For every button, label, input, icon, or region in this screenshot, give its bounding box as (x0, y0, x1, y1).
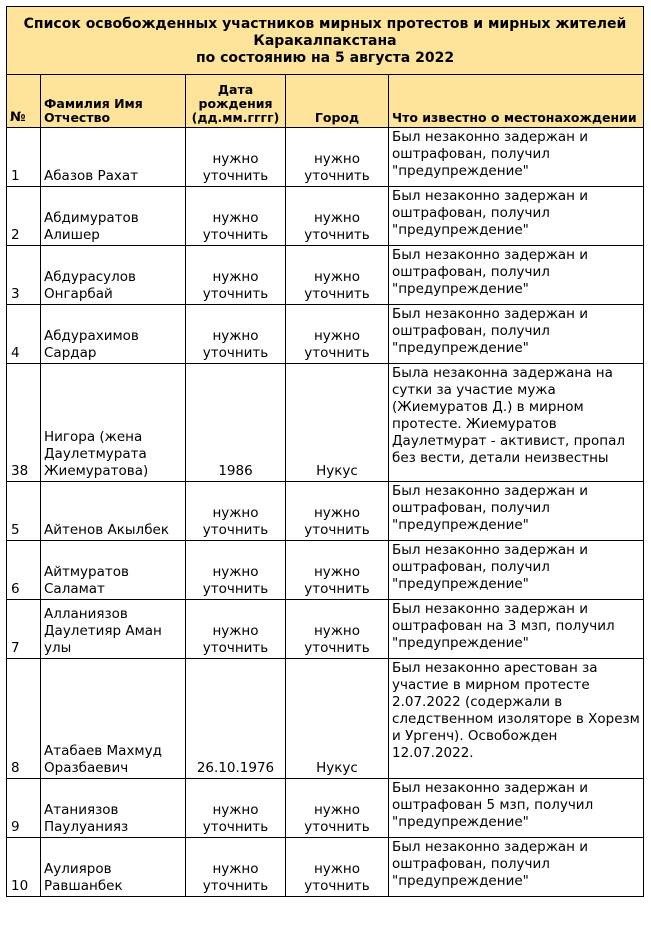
cell-city: нужно уточнить (286, 779, 389, 838)
cell-location-info: Был незаконно задержан и оштрафован, получил "предупреждение" (389, 305, 644, 364)
table-row (7, 187, 644, 246)
cell-number: 2 (7, 187, 41, 246)
table-row (7, 779, 644, 838)
cell-birth-date: нужно уточнить (186, 246, 286, 305)
cell-name: Нигора (жена Даулетмурата Жиемуратова) (41, 364, 186, 482)
cell-location-info: Был незаконно задержан и оштрафован на 3 мзп, получил "предупреждение" (389, 600, 644, 659)
table-row (7, 305, 644, 364)
cell-number: 9 (7, 779, 41, 838)
header-row (7, 75, 644, 128)
cell-name: Алланиязов Даулетияр Аман улы (41, 600, 186, 659)
cell-city: нужно уточнить (286, 838, 389, 897)
title-line-2: Каракалпакстана (253, 32, 397, 49)
cell-location-info: Был незаконно арестован за участие в мирном протесте 2.07.2022 (содержали в следственном изоляторе в Хорезм и Ургенч). Освобожден 12.07.2022. (389, 659, 644, 779)
header-number: № (7, 75, 41, 128)
cell-location-info: Был незаконно задержан и оштрафован, получил "предупреждение" (389, 246, 644, 305)
title-line-1: Список освобожденных участников мирных протестов и мирных жителей (23, 15, 627, 32)
cell-name: Абдурахимов Сардар (41, 305, 186, 364)
cell-birth-date: 26.10.1976 (186, 659, 286, 779)
cell-birth-date: нужно уточнить (186, 128, 286, 187)
cell-number: 5 (7, 482, 41, 541)
cell-name: Атаниязов Паулуанияз (41, 779, 186, 838)
cell-birth-date: 1986 (186, 364, 286, 482)
cell-number: 10 (7, 838, 41, 897)
cell-city: нужно уточнить (286, 305, 389, 364)
cell-name: Абазов Рахат (41, 128, 186, 187)
cell-birth-date: нужно уточнить (186, 187, 286, 246)
header-name: Фамилия Имя Отчество (41, 75, 186, 128)
table-row (7, 659, 644, 779)
cell-city: нужно уточнить (286, 482, 389, 541)
cell-location-info: Был незаконно задержан и оштрафован, получил "предупреждение" (389, 838, 644, 897)
table-title (7, 7, 644, 75)
table-row (7, 246, 644, 305)
cell-location-info: Был незаконно задержан и оштрафован, получил "предупреждение" (389, 128, 644, 187)
table-row (7, 128, 644, 187)
cell-city: нужно уточнить (286, 187, 389, 246)
cell-name: Абдимуратов Алишер (41, 187, 186, 246)
cell-birth-date: нужно уточнить (186, 779, 286, 838)
cell-number: 6 (7, 541, 41, 600)
table-row (7, 482, 644, 541)
cell-location-info: Была незаконна задержана на сутки за участие мужа (Жиемуратов Д.) в мирном протесте. Жиемуратов Даулетмурат - активист, пропал без вести, детали неизвестны (389, 364, 644, 482)
header-location-info: Что известно о местонахождении (389, 75, 644, 128)
cell-name: Абдурасулов Онгарбай (41, 246, 186, 305)
detainees-table (6, 6, 644, 897)
cell-number: 7 (7, 600, 41, 659)
cell-location-info: Был незаконно задержан и оштрафован, получил "предупреждение" (389, 482, 644, 541)
cell-name: Атабаев Махмуд Оразбаевич (41, 659, 186, 779)
cell-birth-date: нужно уточнить (186, 541, 286, 600)
cell-birth-date: нужно уточнить (186, 482, 286, 541)
cell-location-info: Был незаконно задержан и оштрафован, получил "предупреждение" (389, 541, 644, 600)
cell-birth-date: нужно уточнить (186, 838, 286, 897)
cell-name: Аулияров Равшанбек (41, 838, 186, 897)
cell-location-info: Был незаконно задержан и оштрафован 5 мзп, получил "предупреждение" (389, 779, 644, 838)
header-birth-date: Дата рождения (дд.мм.гггг) (186, 75, 286, 128)
cell-number: 8 (7, 659, 41, 779)
spreadsheet (6, 6, 643, 897)
title-row (7, 7, 644, 75)
cell-number: 1 (7, 128, 41, 187)
cell-name: Айтенов Акылбек (41, 482, 186, 541)
table-row (7, 600, 644, 659)
table-row (7, 364, 644, 482)
cell-city: нужно уточнить (286, 541, 389, 600)
cell-location-info: Был незаконно задержан и оштрафован, получил "предупреждение" (389, 187, 644, 246)
cell-city: Нукус (286, 659, 389, 779)
cell-number: 38 (7, 364, 41, 482)
cell-number: 4 (7, 305, 41, 364)
cell-birth-date: нужно уточнить (186, 305, 286, 364)
title-line-3: по состоянию на 5 августа 2022 (195, 49, 455, 66)
cell-birth-date: нужно уточнить (186, 600, 286, 659)
header-city: Город (286, 75, 389, 128)
cell-name: Айтмуратов Саламат (41, 541, 186, 600)
table-row (7, 838, 644, 897)
cell-number: 3 (7, 246, 41, 305)
cell-city: Нукус (286, 364, 389, 482)
cell-city: нужно уточнить (286, 600, 389, 659)
table-row (7, 541, 644, 600)
cell-city: нужно уточнить (286, 246, 389, 305)
cell-city: нужно уточнить (286, 128, 389, 187)
